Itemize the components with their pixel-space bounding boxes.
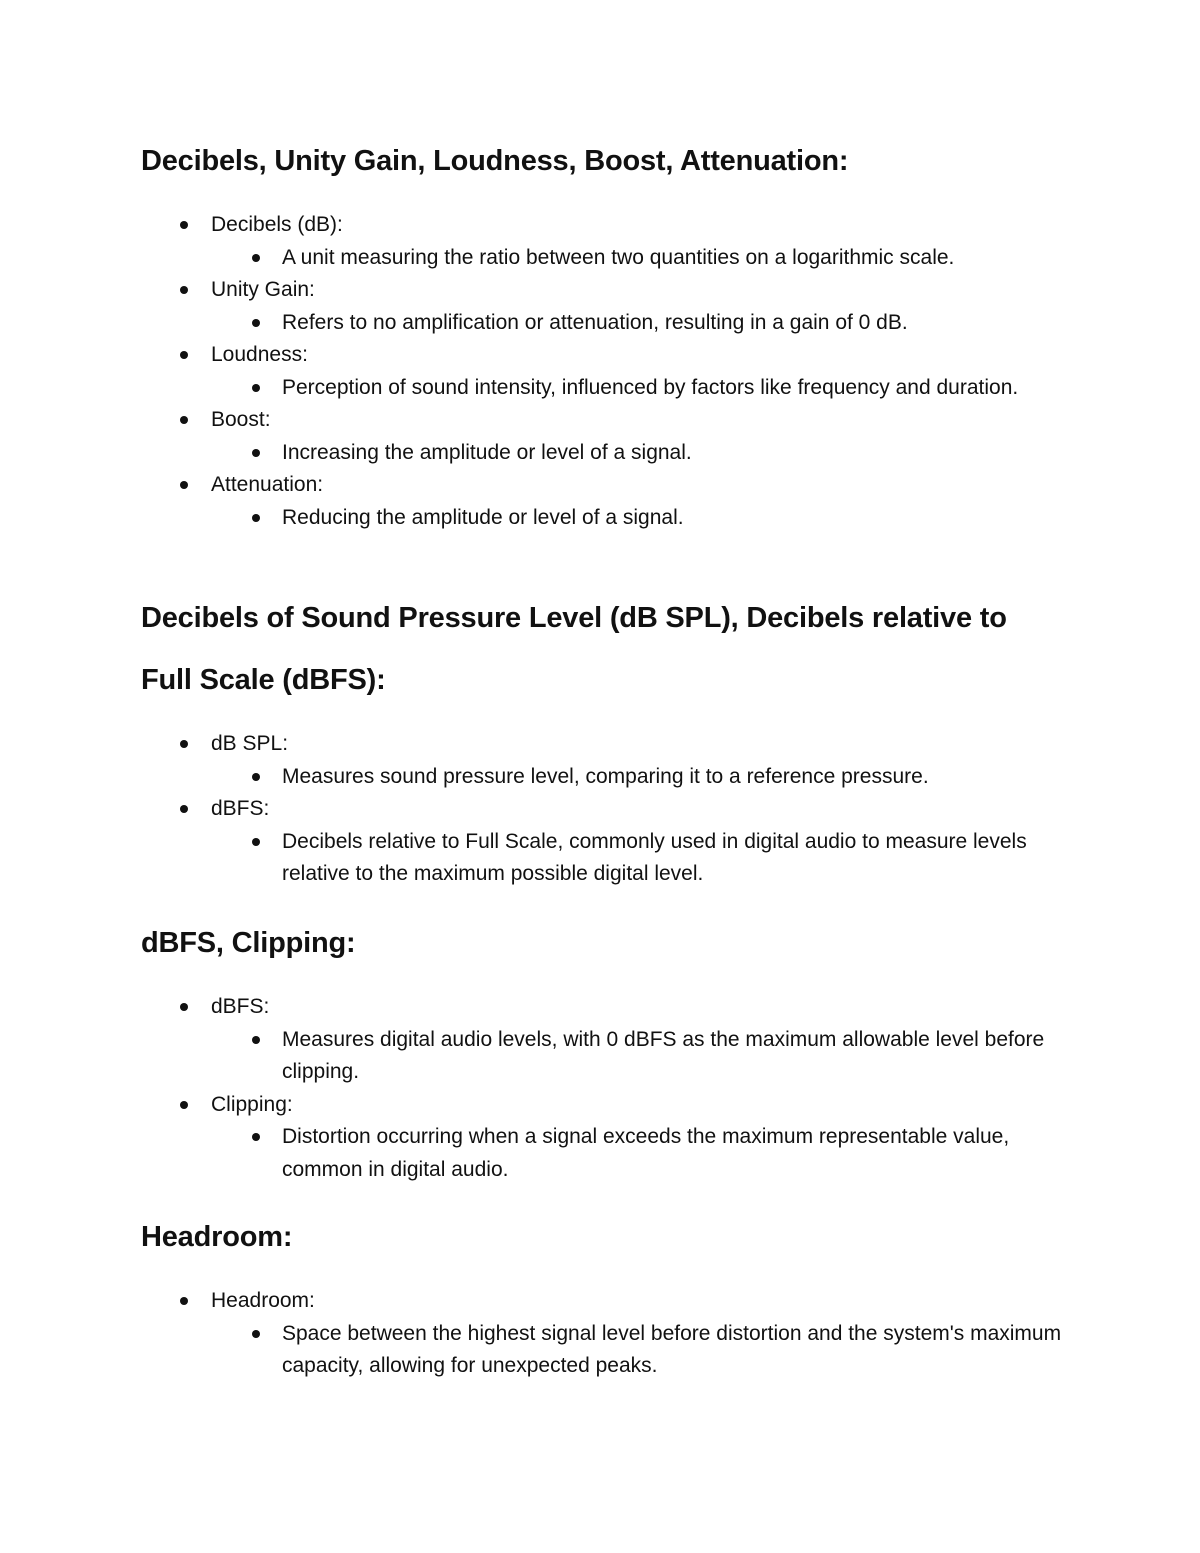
bullet-icon [252,838,260,846]
list-item: Clipping: Distortion occurring when a signal exceeds the maximum representable value, common in digital audio. [141,1089,1081,1187]
list-item: dB SPL: Measures sound pressure level, comparing it to a reference pressure. [141,728,1081,793]
definition-list [211,242,1081,275]
list-item: Headroom: Space between the highest signal level before distortion and the system's maximum capacity, allowing for unexpected peaks. [141,1285,1081,1383]
definition-list [211,307,1081,340]
section-heading-continued: Full Scale (dBFS): [141,664,386,696]
bullet-icon [180,286,188,294]
definition-list [211,1121,1081,1186]
list-item: Reducing the amplitude or level of a signal. [211,502,1081,535]
bullet-icon [180,1101,188,1109]
list-item: Measures digital audio levels, with 0 dBFS as the maximum allowable level before clipping. [211,1024,1082,1089]
list-item: Unity Gain: Refers to no amplification or attenuation, resulting in a gain of 0 dB. [141,274,1081,339]
section-heading: Decibels, Unity Gain, Loudness, Boost, Attenuation: [141,145,849,177]
list-item: Attenuation: Reducing the amplitude or level of a signal. [141,469,1081,534]
bullet-icon [180,481,188,489]
list-item: dBFS: Decibels relative to Full Scale, commonly used in digital audio to measure levels relative to the maximum possible digital level. [141,793,1081,891]
list-item: Decibels (dB): A unit measuring the ratio between two quantities on a logarithmic scale. [141,209,1081,274]
list-item: Perception of sound intensity, influenced by factors like frequency and duration. [211,372,1042,405]
bullet-icon [252,514,260,522]
list-item: Loudness: Perception of sound intensity, influenced by factors like frequency and duration. [141,339,1081,404]
term-list [141,1285,1081,1383]
bullet-icon [180,351,188,359]
list-item: Boost: Increasing the amplitude or level of a signal. [141,404,1081,469]
list-item: Decibels relative to Full Scale, commonly used in digital audio to measure levels relative to the maximum possible digital level. [211,826,1082,891]
definition-list [211,826,1081,891]
list-item: Refers to no amplification or attenuation, resulting in a gain of 0 dB. [211,307,1081,340]
bullet-icon [252,1330,260,1338]
list-item: Space between the highest signal level before distortion and the system's maximum capacity, allowing for unexpected peaks. [211,1318,1082,1383]
list-item: Increasing the amplitude or level of a signal. [211,437,1081,470]
bullet-icon [252,254,260,262]
list-item: dBFS: Measures digital audio levels, with 0 dBFS as the maximum allowable level before clipping. [141,991,1081,1089]
list-item: A unit measuring the ratio between two quantities on a logarithmic scale. [211,242,1081,275]
bullet-icon [180,1297,188,1305]
section-spl-dbfs [141,587,1081,891]
section-dbfs-clipping [141,912,1081,1186]
term-list [141,728,1081,891]
term-list [141,991,1081,1186]
bullet-icon [180,740,188,748]
definition-list [211,502,1081,535]
section-headroom [141,1206,1081,1383]
bullet-icon [252,449,260,457]
bullet-icon [252,1036,260,1044]
section-heading: Decibels of Sound Pressure Level (dB SPL), Decibels relative to [141,602,1007,634]
bullet-icon [180,416,188,424]
bullet-icon [252,319,260,327]
definition-list [211,1024,1081,1089]
term-list [141,209,1081,534]
definition-list [211,1318,1081,1383]
bullet-icon [252,1133,260,1141]
definition-list [211,372,1081,405]
list-item: Measures sound pressure level, comparing it to a reference pressure. [211,761,1081,794]
list-item: Distortion occurring when a signal exceeds the maximum representable value, common in digital audio. [211,1121,1062,1186]
bullet-icon [180,805,188,813]
section-heading: Headroom: [141,1221,293,1253]
definition-list [211,437,1081,470]
definition-list [211,761,1081,794]
bullet-icon [180,1003,188,1011]
section-levels-terms [141,130,1081,534]
section-heading: dBFS, Clipping: [141,927,356,959]
bullet-icon [252,384,260,392]
bullet-icon [180,221,188,229]
bullet-icon [252,773,260,781]
